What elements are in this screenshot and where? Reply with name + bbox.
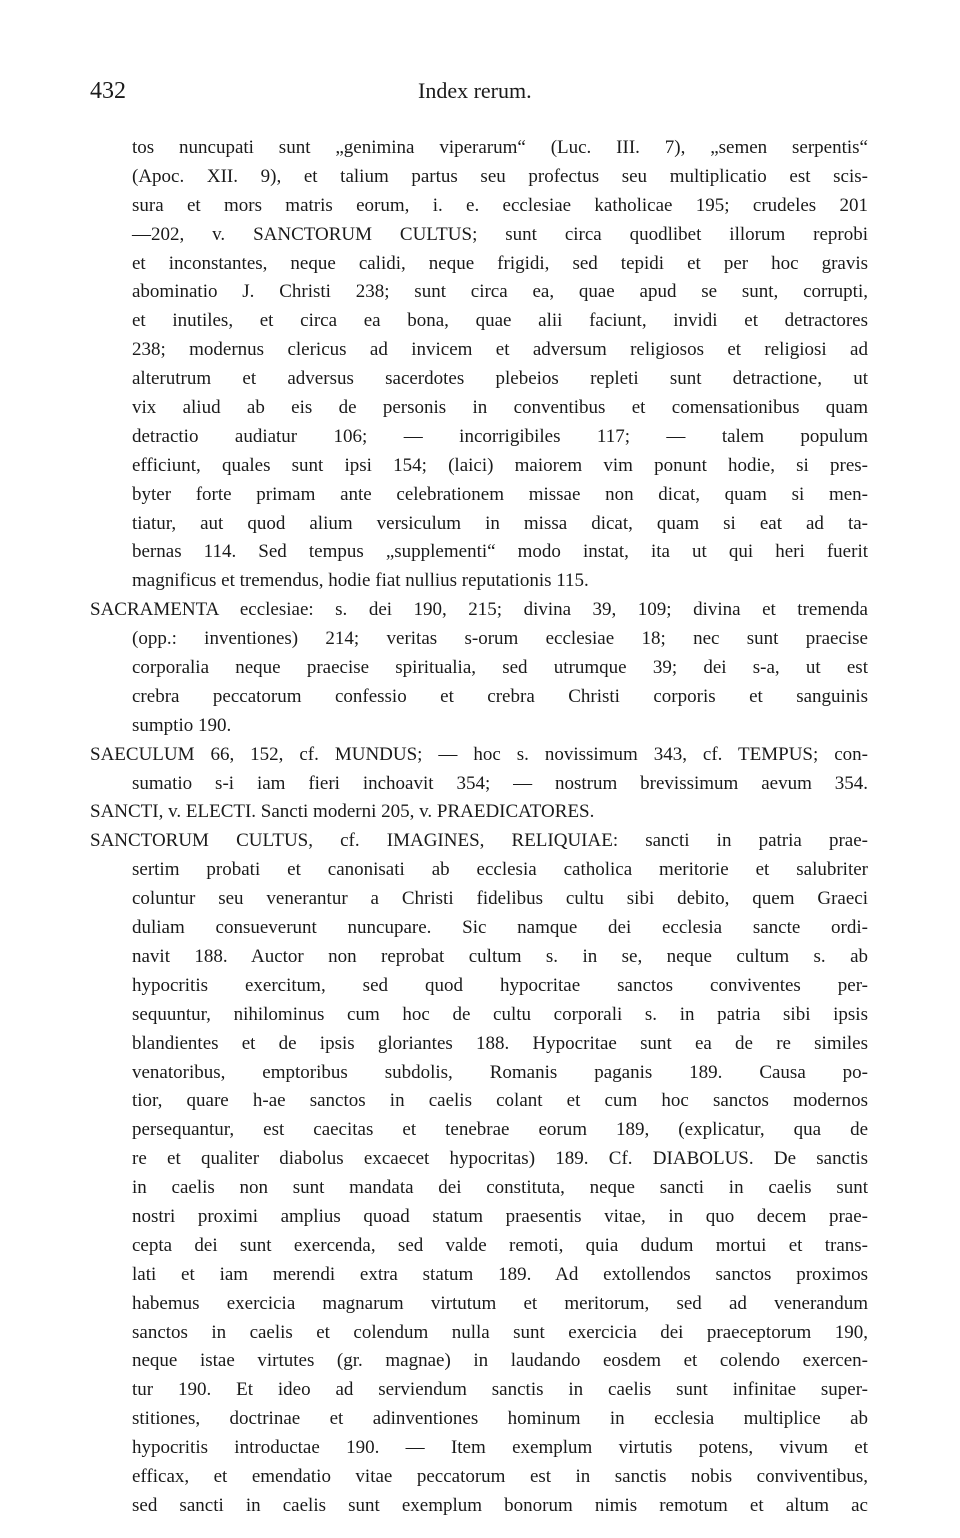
- text-line: 238; modernus clericus ad invicem et adversum religiosos et religiosi ad: [132, 339, 868, 361]
- text-line: sumptio 190.: [132, 714, 232, 736]
- text-line: sed sancti in caelis sunt exemplum bonorum nimis remotum et altum ac: [132, 1494, 868, 1516]
- text-line: blandientes et de ipsis gloriantes 188. Hypocritae sunt ea de re similes: [132, 1032, 868, 1054]
- index-entry-line: SAECULUM 66, 152, cf. MUNDUS; — hoc s. novissimum 343, cf. TEMPUS; con-: [90, 743, 868, 765]
- text-line: et inconstantes, neque calidi, neque frigidi, sed tepidi et per hoc gravis: [132, 252, 868, 274]
- text-line: tior, quare h-ae sanctos in caelis colant et cum hoc sanctos modernos: [132, 1090, 868, 1112]
- text-line: (Apoc. XII. 9), et talium partus seu profectus seu multiplicatio est scis-: [132, 165, 868, 187]
- text-line: in caelis non sunt mandata dei constituta, neque sancti in caelis sunt: [132, 1177, 868, 1199]
- text-line: hypocritis introductae 190. — Item exemplum virtutis potens, vivum et: [132, 1437, 868, 1459]
- text-line: sumatio s-i iam fieri inchoavit 354; — nostrum brevissimum aevum 354.: [132, 772, 868, 794]
- text-line: efficax, et emendatio vitae peccatorum est in sanctis nobis conviventibus,: [132, 1465, 868, 1487]
- text-line: cepta dei sunt exercenda, sed valde remoti, quia dudum mortui et trans-: [132, 1234, 868, 1256]
- text-line: efficiunt, quales sunt ipsi 154; (laici) maiorem vim ponunt hodie, si pres-: [132, 454, 868, 476]
- running-title: Index rerum.: [418, 78, 532, 103]
- text-line: tiatur, aut quod alium versiculum in missa dicat, quam si eat ad ta-: [132, 512, 868, 534]
- text-line: corporalia neque praecise spiritualia, sed utrumque 39; dei s-a, ut est: [132, 657, 868, 679]
- text-line: magnificus et tremendus, hodie fiat nullius reputationis 115.: [132, 570, 589, 592]
- text-line: sequuntur, nihilominus cum hoc de cultu corporali s. in patria sibi ipsis: [132, 1003, 868, 1025]
- text-line: abominatio J. Christi 238; sunt circa ea, quae apud se sunt, corrupti,: [132, 281, 868, 303]
- text-line: re et qualiter diabolus excaecet hypocritas) 189. Cf. DIABOLUS. De sanctis: [132, 1148, 868, 1170]
- text-line: bernas 114. Sed tempus „supplementi“ modo instat, ita ut qui heri fuerit: [132, 541, 868, 563]
- text-line: sanctos in caelis et colendum nulla sunt exercicia dei praeceptorum 190,: [132, 1321, 868, 1343]
- text-line: duliam consueverunt nuncupare. Sic namque dei ecclesia sancte ordi-: [132, 917, 868, 939]
- text-line: stitiones, doctrinae et adinventiones hominum in ecclesia multiplice ab: [132, 1408, 868, 1430]
- text-line: hypocritis exercitum, sed quod hypocritae sanctos conviventes per-: [132, 974, 868, 996]
- text-line: vix aliud ab eis de personis in conventibus et comensationibus quam: [132, 397, 868, 419]
- text-line: —202, v. SANCTORUM CULTUS; sunt circa quodlibet illorum reprobi: [132, 223, 868, 245]
- page-header: [90, 78, 870, 118]
- text-line: navit 188. Auctor non reprobat cultum s. in se, neque cultum s. ab: [132, 945, 868, 967]
- page-number: 432: [90, 78, 126, 104]
- text-line: tos nuncupati sunt „genimina viperarum“ (Luc. III. 7), „semen serpentis“: [132, 137, 868, 158]
- text-line: sura et mors matris eorum, i. e. ecclesiae katholicae 195; crudeles 201: [132, 194, 868, 216]
- text-line: byter forte primam ante celebrationem missae non dicat, quam si men-: [132, 483, 868, 505]
- text-line: et inutiles, et circa ea bona, quae alii faciunt, invidi et detractores: [132, 310, 868, 332]
- text-line: alterutrum et adversus sacerdotes plebeios repleti sunt detractione, ut: [132, 368, 868, 390]
- text-line: habemus exercicia magnarum virtutum et meritorum, sed ad venerandum: [132, 1292, 868, 1314]
- text-line: nostri proximi amplius quoad statum praesentis vitae, in quo decem prae-: [132, 1205, 868, 1227]
- text-line: venatoribus, emptoribus subdolis, Romanis paganis 189. Causa po-: [132, 1061, 868, 1083]
- index-entry-line: SACRAMENTA ecclesiae: s. dei 190, 215; divina 39, 109; divina et tremenda: [90, 599, 868, 621]
- index-body: [90, 134, 868, 1521]
- text-line: sertim probati et canonisati ab ecclesia catholica meritorie et salubriter: [132, 859, 868, 881]
- text-line: crebra peccatorum confessio et crebra Christi corporis et sanguinis: [132, 685, 868, 707]
- index-entry-line: SANCTI, v. ELECTI. Sancti moderni 205, v. PRAEDICATORES.: [90, 801, 595, 823]
- text-line: persequantur, est caecitas et tenebrae eorum 189, (explicatur, qua de: [132, 1119, 868, 1141]
- text-line: lati et iam merendi extra statum 189. Ad extollendos sanctos proximos: [132, 1263, 868, 1285]
- text-line: coluntur seu venerantur a Christi fidelibus cultu sibi debito, quem Graeci: [132, 888, 868, 910]
- text-line: detractio audiatur 106; — incorrigibiles 117; — talem populum: [132, 425, 868, 447]
- text-line: neque istae virtutes (gr. magnae) in laudando eosdem et colendo exercen-: [132, 1350, 868, 1372]
- index-entry-line: SANCTORUM CULTUS, cf. IMAGINES, RELIQUIAE: sancti in patria prae-: [90, 830, 868, 852]
- text-line: tur 190. Et ideo ad serviendum sanctis in caelis sunt infinitae super-: [132, 1379, 868, 1401]
- text-line: (opp.: inventiones) 214; veritas s-orum ecclesiae 18; nec sunt praecise: [132, 628, 868, 650]
